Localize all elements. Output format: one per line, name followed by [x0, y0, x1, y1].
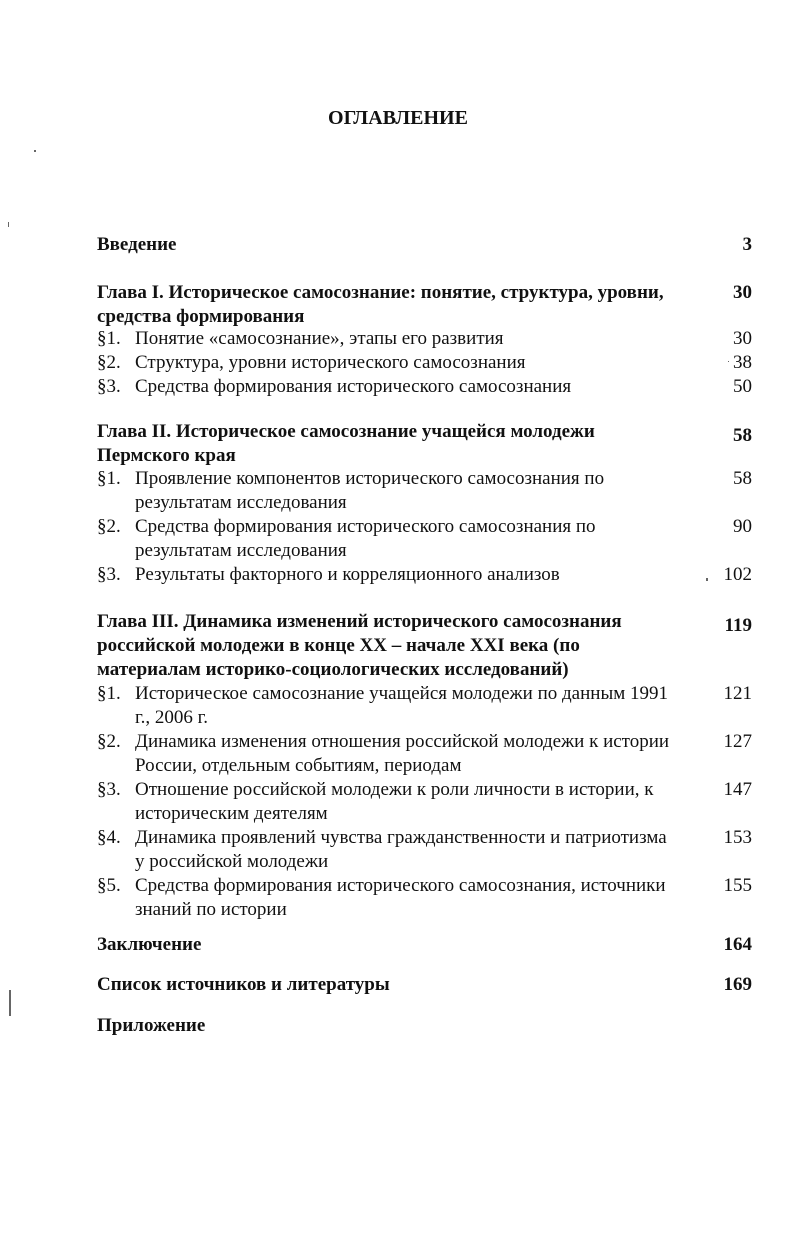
- section-title: Историческое самосознание учащейся молодежи по данным 1991 г., 2006 г.: [135, 683, 668, 728]
- section-page: 102: [723, 564, 752, 585]
- section-title: Средства формирования исторического самосознания по результатам исследования: [135, 516, 596, 561]
- section-number: §3.: [97, 779, 121, 800]
- toc-conclusion[interactable]: [97, 933, 752, 957]
- toc-section[interactable]: [97, 826, 752, 874]
- toc-section[interactable]: [97, 327, 752, 351]
- section-title: Динамика проявлений чувства гражданственности и патриотизма у российской молодежи: [135, 827, 667, 872]
- page-title: ОГЛАВЛЕНИЕ: [328, 107, 468, 129]
- toc-chapter-3[interactable]: [97, 610, 752, 682]
- toc-section[interactable]: [97, 730, 752, 778]
- section-page: 58: [733, 468, 752, 489]
- section-number: §2.: [97, 352, 121, 373]
- chapter-2-title: Глава II. Историческое самосознание учащейся молодежи Пермского края: [97, 421, 595, 466]
- section-page: 38: [733, 352, 752, 373]
- section-page: 30: [733, 328, 752, 349]
- toc-conclusion-label: Заключение: [97, 934, 202, 955]
- section-page: 153: [723, 827, 752, 848]
- toc-intro[interactable]: [97, 233, 752, 257]
- chapter-3-title: Глава III. Динамика изменений исторического самосознания российской молодежи в конце XX – начале XXI века (по материалам историко-социологических исследований): [97, 611, 622, 680]
- section-page: 127: [723, 731, 752, 752]
- toc-section[interactable]: [97, 351, 752, 375]
- section-title: Средства формирования исторического самосознания: [135, 376, 572, 397]
- toc-section[interactable]: [97, 515, 752, 563]
- section-title: Средства формирования исторического самосознания, источники знаний по истории: [135, 875, 666, 920]
- section-number: §1.: [97, 683, 121, 704]
- toc-appendix-label: Приложение: [97, 1015, 206, 1036]
- toc-section[interactable]: [97, 874, 752, 922]
- scan-speck: [34, 150, 36, 152]
- toc-sources-page: 169: [723, 974, 752, 995]
- section-number: §4.: [97, 827, 121, 848]
- section-page: 155: [723, 875, 752, 896]
- toc-sources-label: Список источников и литературы: [97, 974, 390, 995]
- scan-speck: [728, 361, 729, 362]
- section-title: Результаты факторного и корреляционного анализов: [135, 564, 560, 585]
- section-number: §5.: [97, 875, 121, 896]
- toc-conclusion-page: 164: [723, 934, 752, 955]
- section-number: §2.: [97, 516, 121, 537]
- section-number: §2.: [97, 731, 121, 752]
- scan-speck: [8, 222, 9, 227]
- toc-section[interactable]: [97, 563, 752, 587]
- scan-speck: [706, 578, 708, 581]
- section-title: Структура, уровни исторического самосознания: [135, 352, 526, 373]
- chapter-3-page: 119: [724, 615, 752, 636]
- toc-section[interactable]: [97, 375, 752, 399]
- section-title: Проявление компонентов исторического самосознания по результатам исследования: [135, 468, 605, 513]
- chapter-1-page: 30: [733, 282, 752, 303]
- toc-intro-page: 3: [742, 234, 752, 255]
- section-title: Отношение российской молодежи к роли личности в истории, к историческим деятелям: [135, 779, 654, 824]
- toc-chapter-1[interactable]: [97, 281, 752, 329]
- section-page: 121: [723, 683, 752, 704]
- toc-section[interactable]: [97, 467, 752, 515]
- toc-appendix[interactable]: [97, 1014, 752, 1038]
- toc-section[interactable]: [97, 682, 752, 730]
- chapter-2-page: 58: [733, 425, 752, 446]
- toc-intro-label: Введение: [97, 234, 177, 255]
- toc-section[interactable]: [97, 778, 752, 826]
- chapter-1-title: Глава I. Историческое самосознание: понятие, структура, уровни, средства формирования: [97, 282, 664, 327]
- toc-sources[interactable]: [97, 973, 752, 997]
- section-number: §3.: [97, 564, 121, 585]
- section-page: 90: [733, 516, 752, 537]
- section-number: §1.: [97, 468, 121, 489]
- toc-chapter-2[interactable]: [97, 420, 752, 468]
- section-page: 147: [723, 779, 752, 800]
- section-title: Динамика изменения отношения российской молодежи к истории России, отдельным событиям, периодам: [135, 731, 670, 776]
- scan-mark: [9, 990, 11, 1016]
- section-page: 50: [733, 376, 752, 397]
- section-number: §1.: [97, 328, 121, 349]
- section-number: §3.: [97, 376, 121, 397]
- section-title: Понятие «самосознание», этапы его развития: [135, 328, 504, 349]
